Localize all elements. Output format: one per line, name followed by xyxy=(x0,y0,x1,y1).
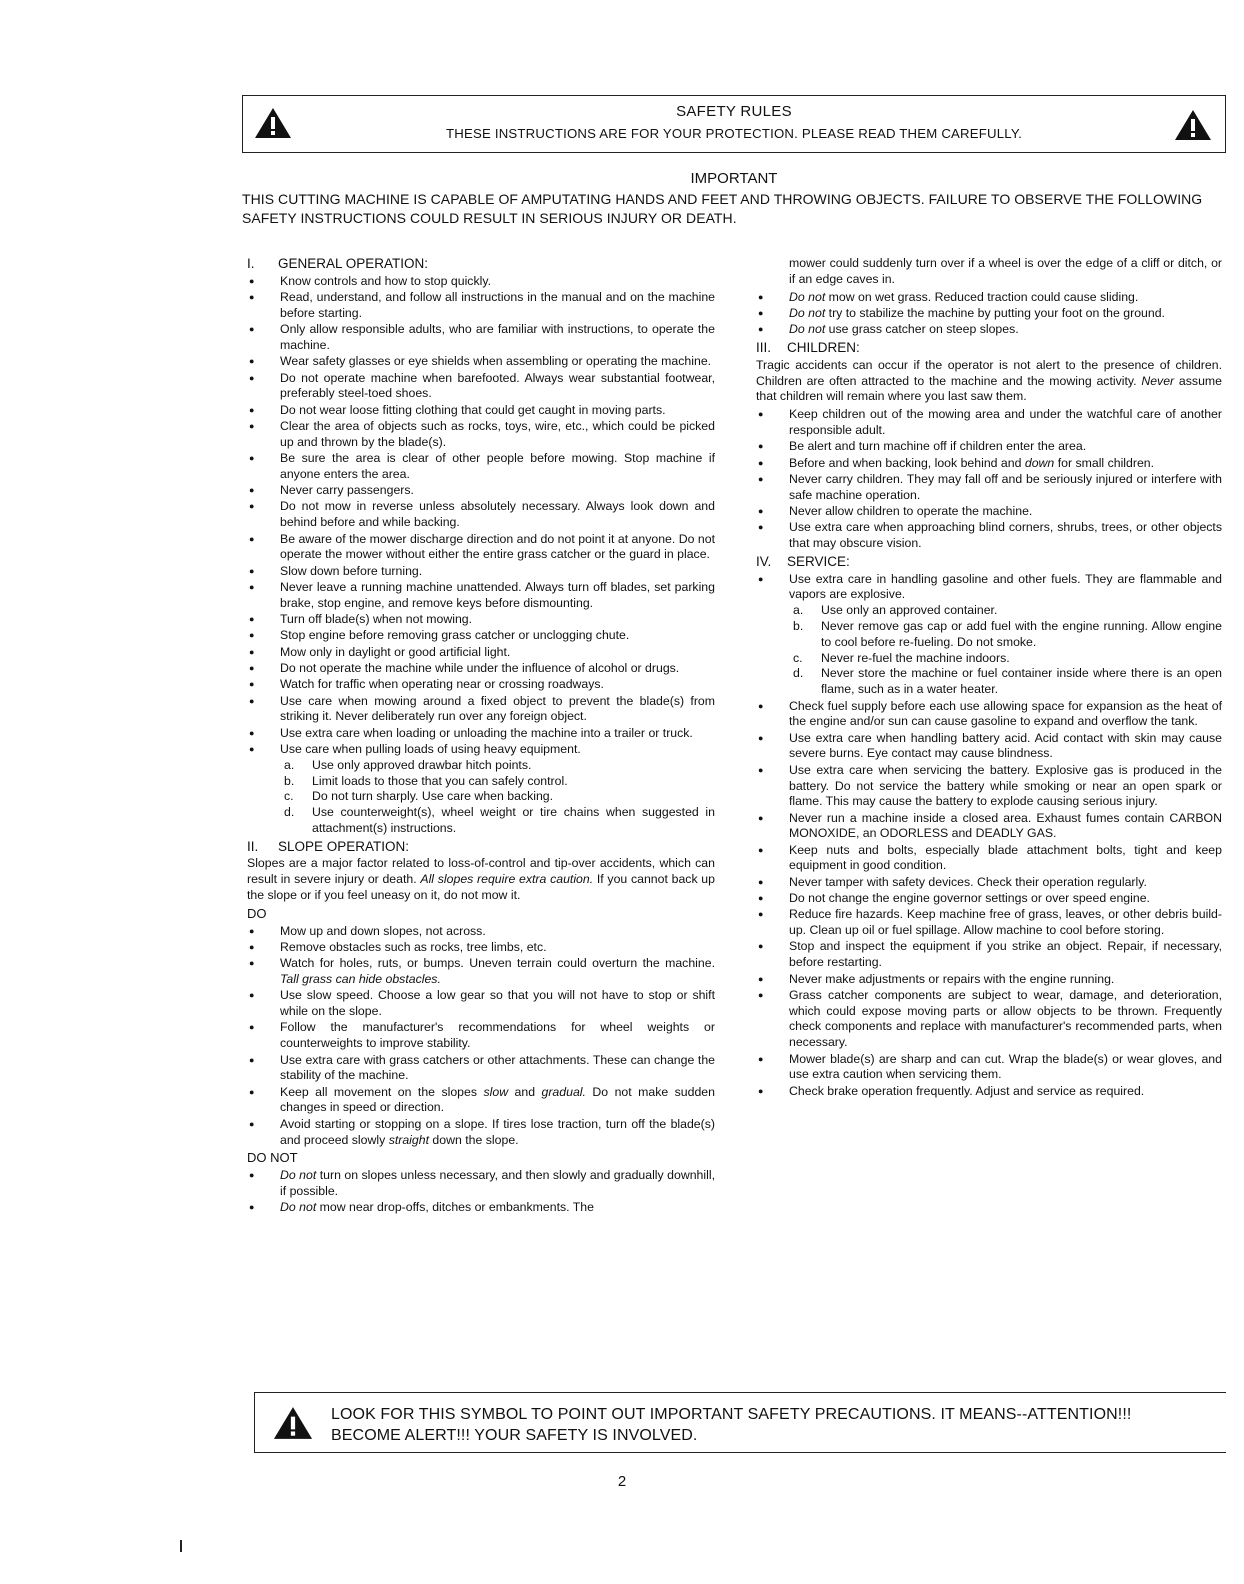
continued-text: mower could suddenly turn over if a wheel is over the edge of a cliff or ditch, or if an edge caves in. xyxy=(789,256,1222,286)
item-emphasis: Tall grass can hide obstacles. xyxy=(280,972,441,987)
section-number: IV. xyxy=(756,553,772,569)
warning-triangle-icon xyxy=(1173,108,1213,142)
slope-do-not-list xyxy=(247,1168,715,1216)
item-emphasis: down xyxy=(1024,455,1055,470)
list-item: ● Never make adjustments or repairs with the engine running. xyxy=(756,972,1222,988)
right-column xyxy=(756,256,1222,1101)
sub-item-letter: c. xyxy=(284,789,294,804)
important-warning-text: THIS CUTTING MACHINE IS CAPABLE OF AMPUTATING HANDS AND FEET AND THROWING OBJECTS. FAILURE TO OBSERVE THE FOLLOWING SAFETY INSTRUCTIONS COULD RESULT IN SERIOUS INJURY OR DEATH. xyxy=(242,191,1203,226)
item-text: for small children. xyxy=(1054,455,1155,470)
section-title: SLOPE OPERATION: xyxy=(278,838,410,854)
list-item xyxy=(756,290,1222,306)
warning-triangle-icon xyxy=(271,1405,315,1441)
item-text: down the slope. xyxy=(429,1132,519,1147)
list-item: ● Use extra care when handling battery acid. Acid contact with skin may cause severe burns. Eye contact may cause blindness. xyxy=(756,731,1222,763)
sub-item-letter: b. xyxy=(284,773,295,788)
intro-text: If you cannot back up the slope or if you feel uneasy on it, do not mow it. xyxy=(247,872,715,903)
slope-do-list xyxy=(247,924,715,1149)
item-text: Never carry children. They may fall off and be seriously injured or interfere with safe machine operation. xyxy=(789,471,1222,502)
attention-line-1: LOOK FOR THIS SYMBOL TO POINT OUT IMPORTANT SAFETY PRECAUTIONS. IT MEANS--ATTENTION!!! xyxy=(331,1406,1132,1423)
list-item xyxy=(247,940,715,956)
list-item: ● Use extra care when servicing the battery. Explosive gas is produced in the battery. Do not service the battery while smoking or near an open spark or flame. This may cause the battery to explode causing serious injury. xyxy=(756,763,1222,810)
sub-list xyxy=(789,603,1222,698)
item-text: use grass catcher on steep slopes. xyxy=(825,322,1019,337)
item-emphasis: Do not xyxy=(789,289,826,304)
list-item xyxy=(756,456,1222,472)
sub-item-text: Never store the machine or fuel container inside where there is an open flame, such as in a water heater. xyxy=(821,666,1222,697)
sub-item-text: Use only an approved container. xyxy=(821,603,998,618)
list-item: ● Use extra care when loading or unloading the machine into a trailer or truck. xyxy=(247,726,715,742)
sub-item-letter: b. xyxy=(793,619,804,634)
list-item: ● Never carry passengers. xyxy=(247,483,715,499)
item-text: and xyxy=(508,1084,542,1099)
safety-rules-header xyxy=(242,95,1226,153)
section-number: I. xyxy=(247,256,255,271)
left-column xyxy=(247,256,715,1218)
list-item xyxy=(756,322,1222,338)
item-text: Avoid starting or stopping on a slope. If tires lose traction, turn off the blade(s) and proceed slowly xyxy=(280,1116,715,1147)
list-item: ● Do not change the engine governor settings or over speed engine. xyxy=(756,891,1222,907)
item-text: mow on wet grass. Reduced traction could cause sliding. xyxy=(825,289,1139,304)
list-item: ● Never run a machine inside a closed area. Exhaust fumes contain CARBON MONOXIDE, an ODORLESS and DEADLY GAS. xyxy=(756,811,1222,843)
sub-item-letter: a. xyxy=(284,757,295,772)
section-heading xyxy=(247,839,715,855)
children-list xyxy=(756,407,1222,552)
sub-item xyxy=(284,758,715,774)
list-item: ● Slow down before turning. xyxy=(247,564,715,580)
list-item: ● Never tamper with safety devices. Check their operation regularly. xyxy=(756,875,1222,891)
sub-item xyxy=(284,774,715,790)
list-item: ● Watch for traffic when operating near or crossing roadways. xyxy=(247,677,715,693)
sub-item xyxy=(793,666,1222,698)
sub-item-text: Use counterweight(s), wheel weight or tire chains when suggested in attachment(s) instructions. xyxy=(312,805,715,835)
list-item xyxy=(756,306,1222,322)
sub-item xyxy=(793,651,1222,667)
section-number: III. xyxy=(756,339,772,355)
list-item xyxy=(247,1200,715,1216)
list-item: ● Be aware of the mower discharge direction and do not point it at anyone. Do not operate the mower without either the entire grass catcher or the guard in place. xyxy=(247,532,715,564)
item-text: Use extra care with grass catchers or other attachments. These can change the stability of the machine. xyxy=(280,1052,715,1083)
list-item: ● Stop engine before removing grass catcher or unclogging chute. xyxy=(247,628,715,644)
list-item: ● Grass catcher components are subject to wear, damage, and deterioration, which could expose moving parts or allow objects to be thrown. Frequently check components and replace with manufacturer's recommended parts, when necessary. xyxy=(756,988,1222,1051)
section-title: GENERAL OPERATION: xyxy=(278,256,429,271)
item-text: Do not make sudden changes in speed or direction. xyxy=(280,1084,715,1115)
page-number: 2 xyxy=(617,1473,627,1490)
slope-do-not-list-continued xyxy=(756,290,1222,338)
item-text: try to stabilize the machine by putting your foot on the ground. xyxy=(825,305,1165,320)
list-item: ● Be sure the area is clear of other people before mowing. Stop machine if anyone enters the area. xyxy=(247,451,715,483)
list-item: ● Do not operate the machine while under the influence of alcohol or drugs. xyxy=(247,661,715,677)
sub-item-text: Limit loads to those that you can safely control. xyxy=(312,773,568,788)
sub-item-text: Never re-fuel the machine indoors. xyxy=(821,650,1010,665)
item-text: turn on slopes unless necessary, and then slowly and gradually downhill, if possible. xyxy=(280,1168,715,1198)
list-item xyxy=(756,439,1222,455)
sub-list xyxy=(280,758,715,837)
list-item: ● Mow only in daylight or good artificial light. xyxy=(247,645,715,661)
sub-item xyxy=(284,805,715,837)
item-text: mow near drop-offs, ditches or embankments. The xyxy=(316,1200,594,1215)
general-operation-list xyxy=(247,274,715,837)
attention-notice xyxy=(254,1392,1226,1453)
list-item xyxy=(756,407,1222,439)
list-item: ● Check fuel supply before each use allowing space for expansion as the heat of the engine and/or sun can cause gasoline to expand and overflow the tank. xyxy=(756,699,1222,731)
list-item: ● Keep nuts and bolts, especially blade attachment bolts, tight and keep equipment in good condition. xyxy=(756,843,1222,875)
list-item xyxy=(756,572,1222,698)
list-item: ● Mower blade(s) are sharp and can cut. Wrap the blade(s) or wear gloves, and use extra caution when servicing them. xyxy=(756,1052,1222,1084)
list-item-text: Use care when pulling loads of using heavy equipment. xyxy=(280,741,581,756)
list-item: ● Read, understand, and follow all instructions in the manual and on the machine before starting. xyxy=(247,290,715,322)
attention-line-2: BECOME ALERT!!! YOUR SAFETY IS INVOLVED. xyxy=(331,1427,698,1444)
list-item: ● Do not wear loose fitting clothing that could get caught in moving parts. xyxy=(247,403,715,419)
sub-item xyxy=(793,619,1222,651)
sub-item-letter: d. xyxy=(284,805,295,820)
attention-text xyxy=(331,1404,1131,1446)
section-heading xyxy=(247,256,715,272)
list-item: ● Check brake operation frequently. Adjust and service as required. xyxy=(756,1084,1222,1100)
list-item: ● Only allow responsible adults, who are familiar with instructions, to operate the machine. xyxy=(247,322,715,354)
item-emphasis: straight xyxy=(388,1132,430,1147)
section-heading xyxy=(756,340,1222,356)
list-item: ● Do not mow in reverse unless absolutely necessary. Always look down and behind before and while backing. xyxy=(247,499,715,531)
intro-text: assume that children will remain where you last saw them. xyxy=(756,373,1222,404)
item-text: Mow up and down slopes, not across. xyxy=(280,923,486,938)
item-text: Keep all movement on the slopes xyxy=(280,1084,484,1099)
list-item xyxy=(247,924,715,940)
item-emphasis: Do not xyxy=(789,322,826,337)
item-emphasis: gradual. xyxy=(541,1084,586,1099)
important-title: IMPORTANT xyxy=(690,170,778,187)
sub-item-letter: a. xyxy=(793,603,804,618)
sub-item-letter: c. xyxy=(793,650,803,665)
slope-intro xyxy=(247,856,715,903)
item-text: Follow the manufacturer's recommendations for wheel weights or counterweights to improve stability. xyxy=(280,1020,715,1051)
list-item: ● Stop and inspect the equipment if you strike an object. Repair, if necessary, before restarting. xyxy=(756,939,1222,971)
sub-item xyxy=(793,603,1222,619)
item-emphasis: Do not xyxy=(280,1200,317,1215)
intro-text: Slopes are a major factor related to loss-of-control and tip-over accidents, which can result in severe injury or death. xyxy=(247,856,715,887)
item-emphasis: Do not xyxy=(789,305,826,320)
intro-emphasis: All slopes require extra caution. xyxy=(420,872,594,887)
list-item xyxy=(756,504,1222,520)
item-text: Use extra care when approaching blind corners, shrubs, trees, or other objects that may obscure vision. xyxy=(789,520,1222,551)
item-text: Keep children out of the mowing area and under the watchful care of another responsible adult. xyxy=(789,407,1222,437)
list-item: ● Know controls and how to stop quickly. xyxy=(247,274,715,290)
scan-mark xyxy=(180,1540,182,1552)
item-text: Watch for holes, ruts, or bumps. Uneven terrain could overturn the machine. xyxy=(280,956,715,971)
list-item: ● Use care when mowing around a fixed object to prevent the blade(s) from striking it. Never deliberately run over any foreign object. xyxy=(247,694,715,726)
item-text: Use slow speed. Choose a low gear so that you will not have to stop or shift while on the slope. xyxy=(280,988,715,1019)
sub-item-text: Never remove gas cap or add fuel with the engine running. Allow engine to cool before re-fueling. Do not smoke. xyxy=(821,619,1222,649)
do-not-label: DO NOT xyxy=(247,1150,298,1166)
list-item xyxy=(247,1168,715,1200)
sub-item-text: Do not turn sharply. Use care when backing. xyxy=(312,789,554,804)
list-item xyxy=(756,520,1222,552)
sub-item-text: Use only approved drawbar hitch points. xyxy=(312,757,532,772)
list-item: ● Clear the area of objects such as rocks, toys, wire, etc., which could be picked up and thrown by the blade(s). xyxy=(247,419,715,451)
sub-item xyxy=(284,789,715,805)
item-text: Never allow children to operate the machine. xyxy=(789,503,1033,518)
list-item xyxy=(247,742,715,837)
section-title: CHILDREN: xyxy=(787,339,860,355)
list-item xyxy=(247,956,715,988)
service-list xyxy=(756,572,1222,1100)
list-item xyxy=(247,1085,715,1117)
section-title: SERVICE: xyxy=(787,553,850,569)
item-text: Remove obstacles such as rocks, tree limbs, etc. xyxy=(280,939,547,954)
list-item: ● Wear safety glasses or eye shields when assembling or operating the machine. xyxy=(247,354,715,370)
section-heading xyxy=(756,554,1222,570)
list-item: ● Do not operate machine when barefooted. Always wear substantial footwear, preferably steel-toed shoes. xyxy=(247,371,715,403)
children-intro xyxy=(756,358,1222,405)
item-text: Be alert and turn machine off if children enter the area. xyxy=(789,439,1087,454)
list-item: ● Reduce fire hazards. Keep machine free of grass, leaves, or other debris build-up. Clean up oil or fuel spillage. Allow machine to cool before storing. xyxy=(756,907,1222,939)
list-item xyxy=(247,988,715,1020)
list-item: ● Never leave a running machine unattended. Always turn off blades, set parking brake, stop engine, and remove keys before dismounting. xyxy=(247,580,715,612)
do-label: DO xyxy=(247,905,267,921)
intro-emphasis: Never xyxy=(1141,373,1175,388)
header-subtitle: THESE INSTRUCTIONS ARE FOR YOUR PROTECTION. PLEASE READ THEM CAREFULLY. xyxy=(446,126,1022,141)
intro-text: Tragic accidents can occur if the operator is not alert to the presence of children. Children are often attracted to the machine and the mowing activity. xyxy=(756,357,1222,388)
list-item: ● Turn off blade(s) when not mowing. xyxy=(247,612,715,628)
item-emphasis: Do not xyxy=(280,1168,317,1183)
item-text: Before and when backing, look behind and xyxy=(789,455,1025,470)
list-item xyxy=(247,1020,715,1052)
list-item xyxy=(247,1117,715,1149)
section-number: II. xyxy=(247,838,259,854)
list-item-text: Use extra care in handling gasoline and other fuels. They are flammable and vapors are explosive. xyxy=(789,571,1222,602)
header-title: SAFETY RULES xyxy=(676,103,792,120)
sub-item-letter: d. xyxy=(793,666,804,681)
list-item xyxy=(756,472,1222,504)
list-item xyxy=(247,1053,715,1085)
item-emphasis: slow xyxy=(483,1084,509,1099)
